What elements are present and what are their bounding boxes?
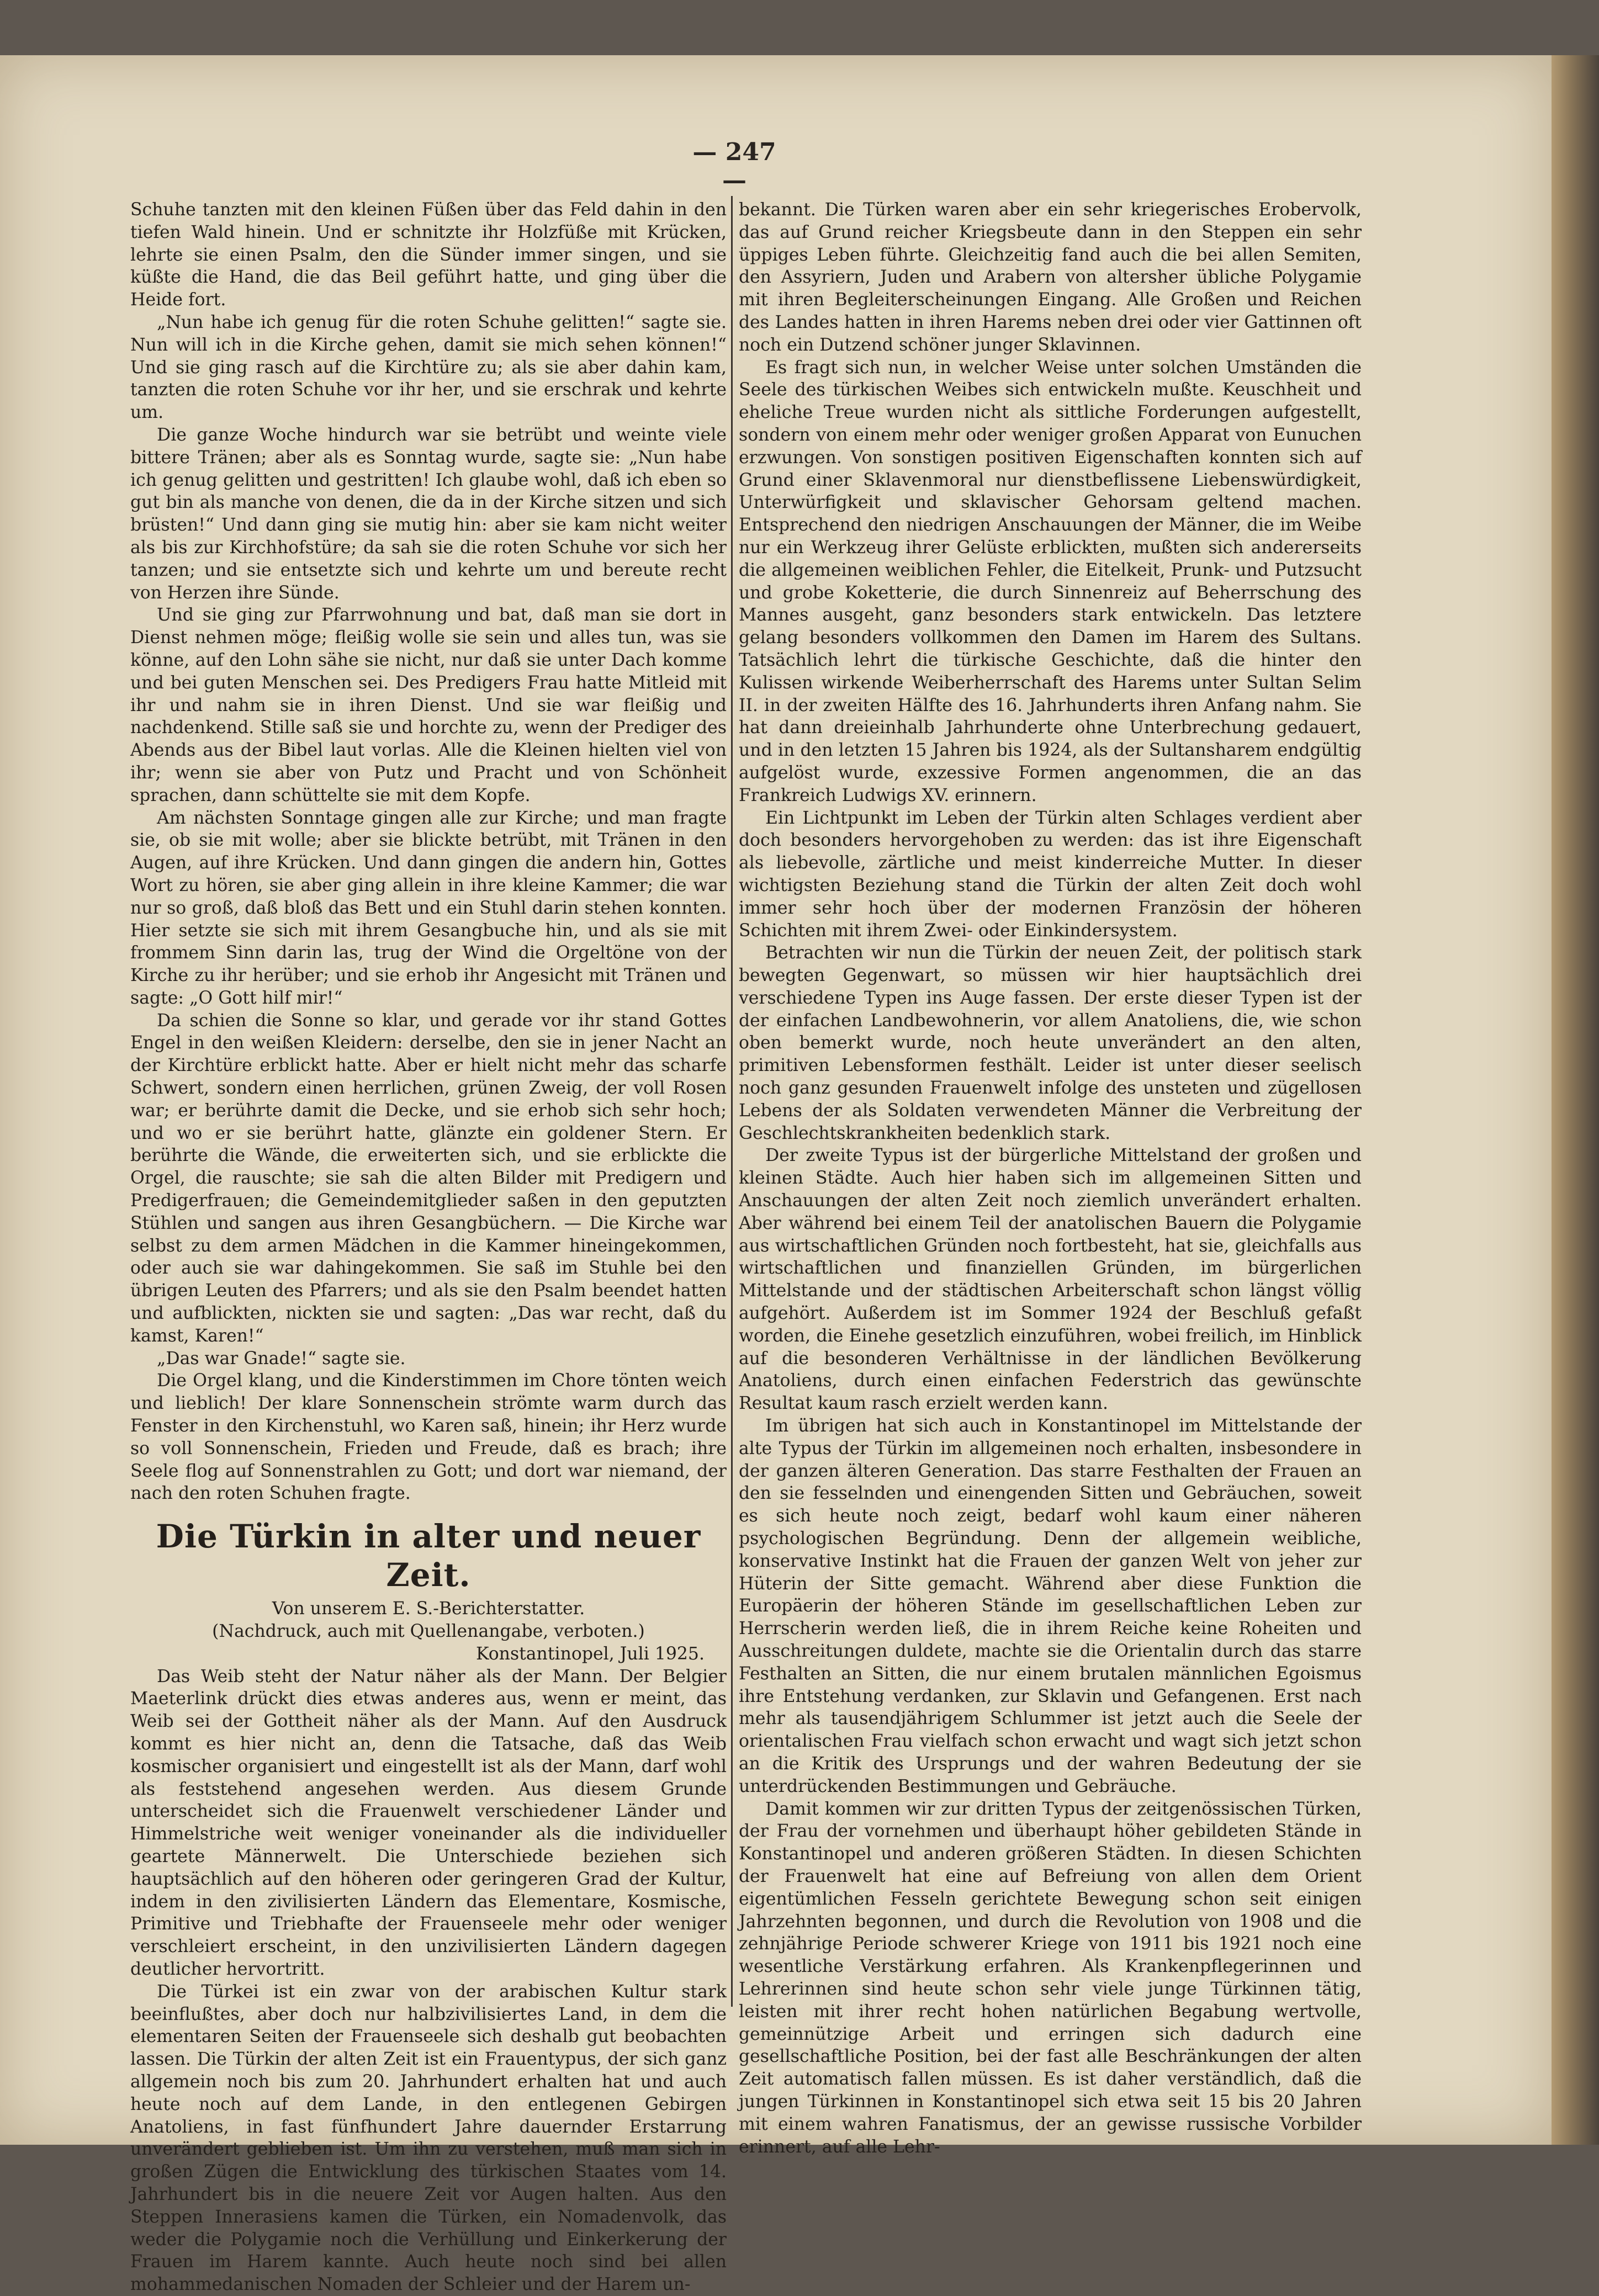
paragraph: „Nun habe ich genug für die roten Schuhe gelitten!“ sagte sie. Nun will ich in die Kirche gehen, damit sie mich sehen können!“ Und sie ging rasch auf die Kirchtüre zu; als sie aber dahin kam, tanzten die roten Schuhe vor ihr her, und sie erschrak und kehrte um. [130,312,727,423]
paragraph: Es fragt sich nun, in welcher Weise unter solchen Umständen die Seele des türkischen Weibes sich entwickeln mußte. Keuschheit und eheliche Treue wurden nicht als sittliche Forderungen aufgestellt, sondern von einem mehr oder weniger großen Apparat von Eunuchen erzwungen. Von sonstigen positiven Eigenschaften konnten sich auf Grund einer Sklavenmoral nur dienstbeflissene Liebenswürdigkeit, Unterwürfigkeit und sklavischer Gehorsam geltend machen. Entsprechend den niedrigen Anschauungen der Männer, die im Weibe nur ein Werkzeug ihrer Gelüste erblickten, mußten sich andererseits die allgemeinen weiblichen Fehler, die Eitelkeit, Prunk- und Putzsucht und grobe Koketterie, die durch Sinnenreiz auf Beherrschung des Mannes ausgeht, ganz besonders stark entwickeln. Das letztere gelang besonders vollkommen den Damen im Harem des Sultans. Tatsächlich lehrt die türkische Geschichte, daß die hinter den Kulissen wirkende Weiberherrschaft des Harems unter Sultan Selim II. in der zweiten Hälfte des 16. Jahrhunderts ihren Anfang nahm. Sie hat dann dreieinhalb Jahrhunderte ohne Unterbrechung gedauert, und in den letzten 15 Jahren bis 1924, als der Sultansharem endgültig aufgelöst wurde, exzessive Formen angenommen, die an das Frankreich Ludwigs XV. erinnern. [739,357,1362,805]
reprint-note: (Nachdruck, auch mit Quellenangabe, verboten.) [212,1621,645,1642]
paragraph: Im übrigen hat sich auch in Konstantinopel im Mittelstande der alte Typus der Türkin im allgemeinen noch erhalten, insbesondere in der ganzen älteren Generation. Das starre Festhalten der Frauen an den sie fesselnden und einengenden Sitten und Gebräuchen, soweit es sich heute noch zeigt, bedarf wohl kaum einer näheren psychologischen Begründung. Denn der allgemein weibliche, konservative Instinkt hat die Frauen der ganzen Welt von jeher zur Hüterin der Sitte gemacht. Während aber diese Funktion die Europäerin der höheren Stände im gesellschaftlichen Leben zur Herrscherin werden ließ, die in ihrem Reiche keine Roheiten und Ausschreitungen duldete, machte sie die Orientalin durch das starre Festhalten an Sitten, die nur einem brutalen männlichen Egoismus ihre Entstehung verdanken, zur Sklavin und Gefangenen. Erst nach mehr als tausendjährigem Schlummer ist jetzt auch die Seele der orientalischen Frau vielfach schon erwacht und wagt sich jetzt schon an die Kritik des Ursprungs und der wahren Bedeutung der sie unterdrückenden Bestimmungen und Gebräuche. [739,1416,1362,1796]
paragraph: Schuhe tanzten mit den kleinen Füßen über das Feld dahin in den tiefen Wald hinein. Und er schnitzte ihr Holzfüße mit Krücken, lehrte sie einen Psalm, den die Sünder immer singen, und sie küßte die Hand, die das Beil geführt hatte, und ging über die Heide fort. [130,200,727,310]
article-byline: Von unserem E. S.-Berichterstatter. [272,1599,585,1619]
paragraph: Der zweite Typus ist der bürgerliche Mittelstand der großen und kleinen Städte. Auch hier haben sich im allgemeinen Sitten und Anschauungen der alten Zeit noch ziemlich unverändert erhalten. Aber während bei einem Teil der anatolischen Bauern die Polygamie aus wirtschaftlichen Gründen noch fortbesteht, hat sie, gleichfalls aus wirtschaftlichen und finanziellen Gründen, im bürgerlichen Mittelstande und der städtischen Arbeiterschaft schon längst völlig aufgehört. Außerdem ist im Sommer 1924 der Beschluß gefaßt worden, die Einehe gesetzlich einzuführen, wobei freilich, im Hinblick auf die besonderen Verhältnisse in der ländlichen Bevölkerung Anatoliens, durch einen einfachen Federstrich das gewünschte Resultat kaum rasch erzielt werden kann. [739,1146,1362,1414]
paragraph: Die ganze Woche hindurch war sie betrübt und weinte viele bittere Tränen; aber als es Sonntag wurde, sagte sie: „Nun habe ich genug gelitten und gestritten! Ich glaube wohl, daß ich eben so gut bin als manche von denen, die da in der Kirche sitzen und sich brüsten!“ Und dann ging sie mutig hin: aber sie kam nicht weiter als bis zur Kirchhofstüre; da sah sie die roten Schuhe vor sich her tanzen; und sie entsetzte sich und kehrte um und bereute recht von Herzen ihre Sünde. [130,425,727,603]
paragraph: Am nächsten Sonntage gingen alle zur Kirche; und man fragte sie, ob sie mit wolle; aber sie blickte betrübt, mit Tränen in den Augen, auf ihre Krücken. Und dann gingen die andern hin, Gottes Wort zu hören, sie aber ging allein in ihre kleine Kammer; die war nur so groß, daß bloß das Bett und ein Stuhl darin stehen konnten. Hier setzte sie sich mit ihrem Gesangbuche hin, und als sie mit frommem Sinn darin las, trug der Wind die Orgeltöne von der Kirche zu ihr herüber; und sie erhob ihr Angesicht mit Tränen und sagte: „O Gott hilf mir!“ [130,808,727,1008]
right-column [739,199,1362,2158]
paragraph: Da schien die Sonne so klar, und gerade vor ihr stand Gottes Engel in den weißen Kleidern: derselbe, den sie in jener Nacht an der Kirchtüre erblickt hatte. Aber er hielt nicht mehr das scharfe Schwert, sondern einen herrlichen, grünen Zweig, der voll Rosen war; er berührte damit die Decke, und sie erhob sich sehr hoch; und wo er sie berührt hatte, glänzte ein goldener Stern. Er berührte die Wände, die erweiterten sich, und sie erblickte die Orgel, die rauschte; sie sah die alten Bilder mit Predigern und Predigerfrauen; die Gemeindemitglieder saßen in den geputzten Stühlen und sangen aus ihren Gesangbüchern. — Die Kirche war selbst zu dem armen Mädchen in die Kammer hineingekommen, oder auch sie war dahingekommen. Sie saß im Stuhle bei den übrigen Leuten des Pfarrers; und als sie den Psalm beendet hatten und aufblickten, nickten sie und sagten: „Das war recht, daß du kamst, Karen!“ [130,1010,727,1346]
paragraph: Das Weib steht der Natur näher als der Mann. Der Belgier Maeterlink drückt dies etwas anderes aus, wenn er meint, das Weib sei der Gottheit näher als der Mann. Auf den Ausdruck kommt es hier nicht an, denn die Tatsache, daß das Weib kosmischer organisiert und eingestellt ist als der Mann, darf wohl als feststehend angesehen werden. Aus diesem Grunde unterscheidet sich die Frauenwelt verschiedener Länder und Himmelstriche weit weniger voneinander als die individueller geartete Männerwelt. Die Unterschiede beziehen sich hauptsächlich auf den höheren oder geringeren Grad der Kultur, indem in den zivilisierten Ländern das Elementare, Kosmische, Primitive und Triebhafte der Frauenseele mehr oder weniger verschleiert erscheint, in den unzivilisierten Ländern dagegen deutlicher hervortritt. [130,1666,727,1979]
paragraph: Damit kommen wir zur dritten Typus der zeitgenössischen Türken, der Frau der vornehmen und überhaupt höher gebildeten Stände in Konstantinopel und anderen größeren Städten. In diesen Schichten der Frauenwelt hat eine auf Befreiung von allen dem Orient eigentümlichen Fesseln gerichtete Bewegung schon seit einigen Jahrzehnten begonnen, und durch die Revolution von 1908 und die zehnjährige Periode schwerer Kriege von 1911 bis 1921 noch eine wesentliche Verstärkung erfahren. Als Krankenpflegerinnen und Lehrerinnen sind heute schon sehr viele junge Türkinnen tätig, leisten mit ihrer recht hohen natürlichen Begabung wertvolle, gemeinnützige Arbeit und erringen sich dadurch eine gesellschaftliche Position, bei der fast alle Beschränkungen der alten Zeit automatisch fallen müssen. Es ist daher verständlich, daß die jungen Türkinnen in Konstantinopel sich etwa seit 15 bis 20 Jahren mit einem wahren Fanatismus, der an gewisse russische Vorbilder erinnert, auf alle Lehr- [739,1799,1362,2157]
paragraph: Die Türkei ist ein zwar von der arabischen Kultur stark beeinflußtes, aber doch nur halbzivilisiertes Land, in dem die elementaren Seiten der Frauenseele sich deshalb gut beobachten lassen. Die Türkin der alten Zeit ist ein Frauentypus, der sich ganz allgemein noch bis zum 20. Jahrhundert erhalten hat und auch heute noch auf dem Lande, in den entlegenen Gebirgen Anatoliens, in fast fünfhundert Jahre dauernder Erstarrung unverändert geblieben ist. Um ihn zu verstehen, muß man sich in großen Zügen die Entwicklung des türkischen Staates vom 14. Jahrhundert bis in die neuere Zeit vor Augen halten. Aus den Steppen Innerasiens kamen die Türken, ein Nomadenvolk, das weder die Polygamie noch die Verhüllung und Einkerkerung der Frauen im Harem kannte. Auch heute noch sind bei allen mohammedanischen Nomaden der Schleier und der Harem un- [130,1981,727,2295]
page-number: — 247 — [692,138,776,194]
paragraph: Und sie ging zur Pfarrwohnung und bat, daß man sie dort in Dienst nehmen möge; fleißig wolle sie sein und alles tun, was sie könne, auf den Lohn sähe sie nicht, nur daß sie unter Dach komme und bei guten Menschen sei. Des Predigers Frau hatte Mitleid mit ihr und nahm sie in ihren Dienst. Und sie war fleißig und nachdenkend. Stille saß sie und horchte zu, wenn der Prediger des Abends aus der Bibel laut vorlas. Alle die Kleinen hielten viel von ihr; wenn sie aber von Putz und Pracht und von Schönheit sprachen, dann schüttelte sie mit dem Kopfe. [130,605,727,805]
article-dateline: Konstantinopel, Juli 1925. [476,1643,705,1664]
column-divider [731,196,733,2007]
paragraph: Ein Lichtpunkt im Leben der Türkin alten Schlages verdient aber doch besonders hervorgehoben zu werden: das ist ihre Eigenschaft als liebevolle, zärtliche und meist kinderreiche Mutter. In dieser wichtigsten Beziehung stand die Türkin der alten Zeit doch wohl immer sehr hoch über der modernen Französin der höheren Schichten mit ihrem Zwei- oder Einkindersystem. [739,808,1362,941]
paragraph: Die Orgel klang, und die Kinderstimmen im Chore tönten weich und lieblich! Der klare Sonnenschein strömte warm durch das Fenster in den Kirchenstuhl, wo Karen saß, hinein; ihr Herz wurde so voll Sonnenschein, Frieden und Freude, daß es brach; ihre Seele flog auf Sonnenstrahlen zu Gott; und dort war niemand, der nach den roten Schuhen fragte. [130,1371,727,1504]
paragraph: Betrachten wir nun die Türkin der neuen Zeit, der politisch stark bewegten Gegenwart, so müssen wir hier hauptsächlich drei verschiedene Typen ins Auge fassen. Der erste dieser Typen ist der der einfachen Landbewohnerin, vor allem Anatoliens, die, wie schon oben bemerkt wurde, noch heute unverändert an den alten, primitiven Lebensformen festhält. Leider ist unter dieser seelisch noch ganz gesunden Frauenwelt infolge des unsteten und zügellosen Lebens der als Soldaten verwendeten Männer die Verbreitung der Geschlechtskrankheiten bedenklich stark. [739,943,1362,1143]
left-column [130,199,727,2296]
paragraph: bekannt. Die Türken waren aber ein sehr kriegerisches Erobervolk, das auf Grund reicher Kriegsbeute dann in den Steppen ein sehr üppiges Leben führte. Gleichzeitig fand auch die bei allen Semiten, den Assyriern, Juden und Arabern von altersher übliche Polygamie mit ihren Begleiterscheinungen Eingang. Alle Großen und Reichen des Landes hatten in ihren Harems neben drei oder vier Gattinnen oft noch ein Dutzend schöner junger Sklavinnen. [739,200,1362,355]
article-headline: Die Türkin in alter und neuer Zeit. [156,1518,701,1594]
book-edge [1552,55,1599,2145]
paragraph: „Das war Gnade!“ sagte sie. [157,1348,406,1369]
